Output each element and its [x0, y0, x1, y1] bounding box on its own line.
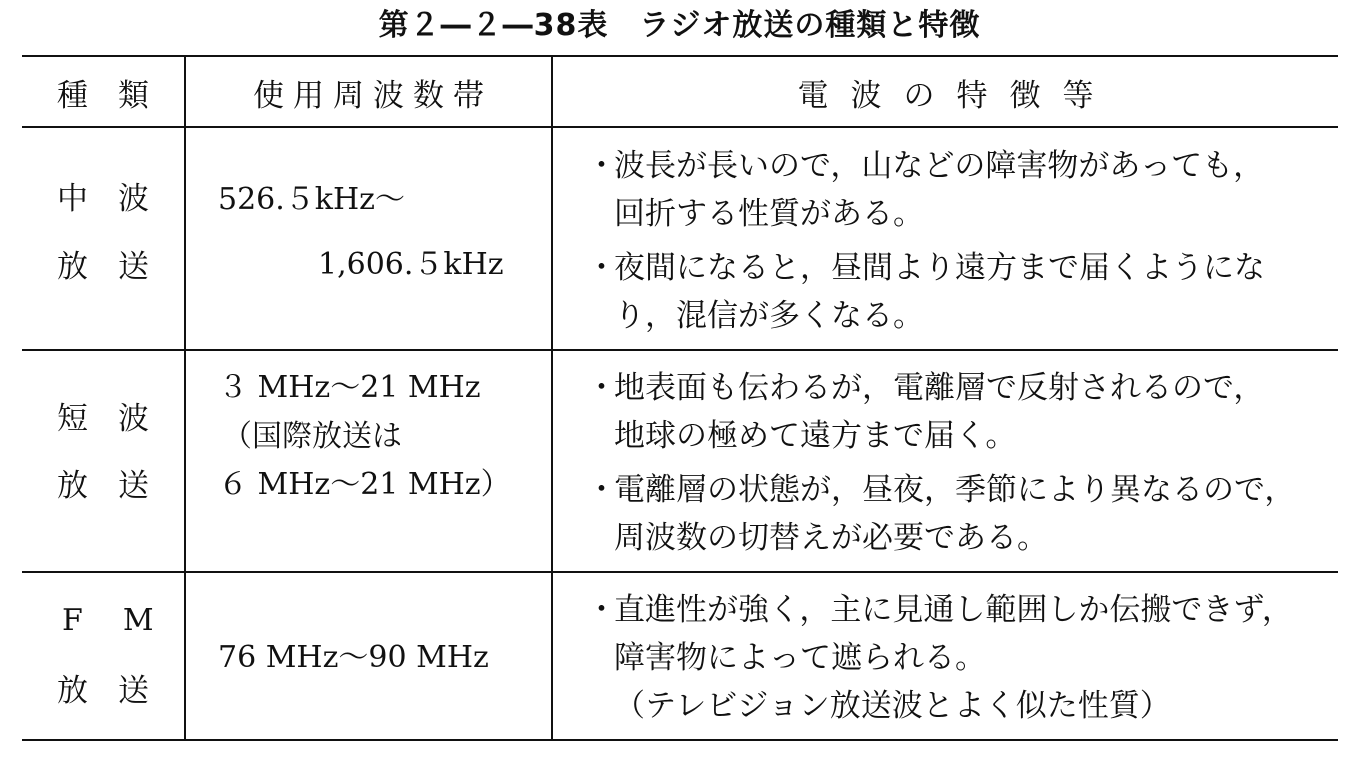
frequency-band-line1: 526.５kHz～	[218, 182, 405, 217]
feature-text: 直進性が強く，主に見通し範囲しか伝搬できず，	[614, 592, 1293, 628]
feature-text: 夜間になると，昼間より遠方まで届くようにな	[614, 250, 1265, 286]
row-divider-1	[22, 349, 1338, 351]
frequency-band-line1: 76 MHz～90 MHz	[218, 640, 489, 675]
frequency-band-line2: 1,606.５kHz	[318, 247, 504, 282]
feature-list	[586, 586, 1293, 730]
feature-text: 回折する性質がある。	[614, 196, 924, 232]
bullet-mark: ・	[586, 370, 617, 406]
feature-list	[586, 364, 1295, 562]
list-item	[586, 466, 1295, 514]
type-name-line2: 放送	[57, 249, 179, 285]
bullet-mark: ・	[586, 592, 617, 628]
feature-text: 波長が長いので，山などの障害物があっても，	[614, 148, 1265, 184]
list-item	[586, 586, 1293, 634]
list-item	[586, 364, 1295, 412]
type-name-line1: 短波	[57, 401, 179, 437]
table-title: 第２―２―38表 ラジオ放送の種類と特徴	[378, 8, 981, 43]
frequency-band-line1: ３ MHz～21 MHz	[218, 370, 481, 405]
feature-text: 電離層の状態が，昼夜，季節により異なるので，	[614, 472, 1296, 508]
feature-text: 周波数の切替えが必要である。	[614, 520, 1048, 556]
frequency-band-line2: （国際放送は	[222, 419, 402, 454]
type-name-line1: 中波	[57, 181, 179, 217]
header-bottom-rule	[22, 126, 1338, 128]
list-item-continuation	[586, 190, 1265, 238]
table-bottom-rule	[22, 739, 1338, 741]
type-name-line2: 放送	[57, 468, 179, 504]
bullet-mark: ・	[586, 250, 617, 286]
header-features: 電波の特徴等	[797, 78, 1116, 114]
column-divider-2	[551, 57, 553, 739]
list-item-continuation	[586, 412, 1295, 460]
feature-note	[586, 682, 1293, 730]
type-name-line2: 放送	[57, 673, 179, 709]
type-name-line1: FM	[62, 603, 194, 638]
header-type: 種類	[57, 78, 179, 114]
feature-text: 地表面も伝わるが，電離層で反射されるので，	[614, 370, 1265, 406]
table-top-rule	[22, 55, 1338, 57]
list-item	[586, 244, 1265, 292]
bullet-mark: ・	[586, 148, 617, 184]
frequency-band-line3: ６ MHz～21 MHz）	[218, 467, 511, 502]
feature-text: り，混信が多くなる。	[614, 298, 924, 334]
row-divider-2	[22, 571, 1338, 573]
list-item-continuation	[586, 634, 1293, 682]
header-frequency-band: 使用周波数帯	[253, 78, 493, 114]
feature-list	[586, 142, 1265, 340]
bullet-mark: ・	[586, 472, 617, 508]
list-item	[586, 142, 1265, 190]
list-item-continuation	[586, 292, 1265, 340]
feature-text: 障害物によって遮られる。	[614, 640, 986, 676]
feature-note-text: （テレビジョン放送波とよく似た性質）	[614, 688, 1171, 724]
feature-text: 地球の極めて遠方まで届く。	[614, 418, 1017, 454]
list-item-continuation	[586, 514, 1295, 562]
